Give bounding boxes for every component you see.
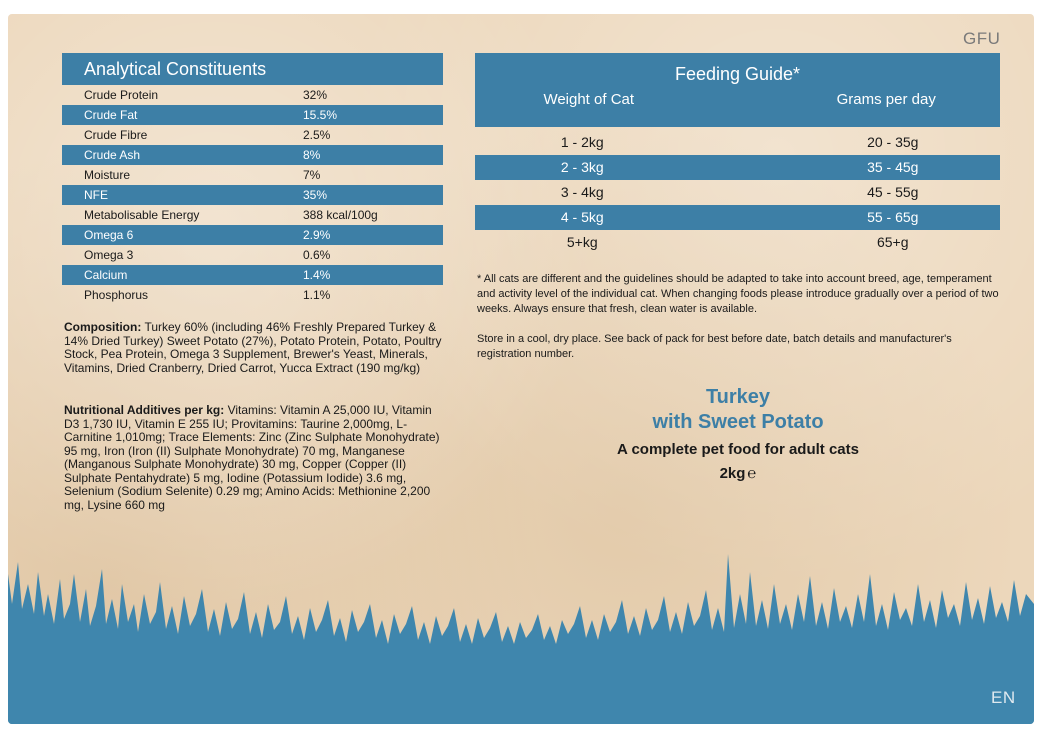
analytical-row xyxy=(62,145,443,165)
product-name-line2: with Sweet Potato xyxy=(652,411,824,433)
analytical-row xyxy=(62,285,443,305)
product-weight: 2kg xyxy=(719,465,746,482)
analytical-title: Analytical Constituents xyxy=(62,53,443,85)
analytical-row xyxy=(62,185,443,205)
constituent-value: 35% xyxy=(303,188,328,202)
product-description: A complete pet food for adult cats xyxy=(617,441,859,458)
constituent-name: Calcium xyxy=(84,268,128,282)
feeding-guideline-note: * All cats are different and the guidelines should be adapted to take into account breed, age, temperament and activity level of the individual cat. When changing foods please introduce gradually over a period of two weeks. Always ensure that fresh, clean water is available. xyxy=(477,273,999,315)
analytical-row xyxy=(62,265,443,285)
constituent-value: 0.6% xyxy=(303,248,331,262)
feeding-guide-title: Feeding Guide* xyxy=(674,64,801,84)
cat-weight: 5+kg xyxy=(566,234,598,250)
column-grams-per-day: Grams per day xyxy=(836,91,936,108)
composition-paragraph xyxy=(64,321,449,375)
product-weight-line xyxy=(548,461,928,486)
cat-weight: 1 - 2kg xyxy=(560,134,604,150)
feeding-row xyxy=(475,180,1000,205)
constituent-value: 388 kcal/100g xyxy=(303,208,378,222)
feeding-guide-table xyxy=(475,53,1000,255)
constituent-value: 15.5% xyxy=(303,108,338,122)
constituent-value: 32% xyxy=(303,88,328,102)
constituent-name: Crude Protein xyxy=(84,88,159,102)
estimated-sign-icon: ℮ xyxy=(747,464,757,482)
constituent-name: NFE xyxy=(84,188,108,202)
constituent-name: Moisture xyxy=(84,168,131,182)
grams-per-day: 35 - 45g xyxy=(867,159,919,175)
constituent-value: 8% xyxy=(303,148,321,162)
grass-silhouette xyxy=(8,534,1034,724)
analytical-row xyxy=(62,245,443,265)
product-name-line1: Turkey xyxy=(705,386,771,408)
feeding-row xyxy=(475,130,1000,155)
grams-per-day: 45 - 55g xyxy=(867,184,919,200)
column-weight-of-cat: Weight of Cat xyxy=(543,91,635,108)
additives-label: Nutritional Additives per kg: xyxy=(64,403,225,417)
constituent-value: 1.4% xyxy=(303,268,331,282)
constituent-name: Metabolisable Energy xyxy=(84,208,200,222)
storage-note: Store in a cool, dry place. See back of pack for best before date, batch details and manufacturer's registration number. xyxy=(477,333,952,360)
constituent-name: Crude Ash xyxy=(84,148,141,162)
constituent-value: 1.1% xyxy=(303,288,331,302)
additives-text: Vitamins: Vitamin A 25,000 IU, Vitamin D3 1,730 IU, Vitamin E 255 IU; Provitamins: Taurine 2,000mg, L-Carnitine 1,010mg; Trace Elements: Zinc (Zinc Sulphate Monohydrate) 95 mg, Iron (Iron (II) Sulphate Monohydrate) 70 mg, Manganese (Manganous Sulphate Monohydrate) 30 mg, Copper (Copper (II) Sulphate Pentahydrate) 5 mg, Iodine (Potassium Iodide) 3.6 mg, Selenium (Sodium Selenite) 0.29 mg; Amino Acids: Methionine 2,200 mg, Lysine 660 mg xyxy=(64,403,440,512)
analytical-constituents-table xyxy=(62,53,443,305)
cat-weight: 3 - 4kg xyxy=(560,184,604,200)
product-block xyxy=(548,385,928,486)
constituent-name: Crude Fibre xyxy=(84,128,148,142)
constituent-value: 7% xyxy=(303,168,321,182)
code-gfu: GFU xyxy=(963,29,1001,48)
composition-text: Turkey 60% (including 46% Freshly Prepared Turkey & 14% Dried Turkey) Sweet Potato (27%), Potato Protein, Potato, Poultry Stock, Pea Protein, Omega 3 Supplement, Brewer's Yeast, Minerals, Vitamins, Dried Cranberry, Dried Carrot, Yucca Extract (190 mg/kg) xyxy=(64,320,442,375)
grams-per-day: 20 - 35g xyxy=(867,134,919,150)
analytical-row xyxy=(62,205,443,225)
composition-label: Composition: xyxy=(64,320,142,334)
constituent-value: 2.5% xyxy=(303,128,331,142)
grams-per-day: 65+g xyxy=(876,234,909,250)
label-sheet xyxy=(8,14,1034,724)
analytical-row xyxy=(62,85,443,105)
constituent-name: Omega 3 xyxy=(84,248,134,262)
analytical-row xyxy=(62,125,443,145)
analytical-row xyxy=(62,165,443,185)
feeding-row xyxy=(475,205,1000,230)
feeding-row xyxy=(475,230,1000,255)
additives-paragraph xyxy=(64,404,449,512)
cat-weight: 4 - 5kg xyxy=(560,209,604,225)
constituent-value: 2.9% xyxy=(303,228,331,242)
grams-per-day: 55 - 65g xyxy=(867,209,919,225)
code-en: EN xyxy=(991,688,1016,707)
constituent-name: Phosphorus xyxy=(84,288,149,302)
constituent-name: Crude Fat xyxy=(84,108,138,122)
cat-weight: 2 - 3kg xyxy=(560,159,604,175)
analytical-row xyxy=(62,225,443,245)
feeding-guide-header xyxy=(475,53,1000,127)
constituent-name: Omega 6 xyxy=(84,228,134,242)
analytical-row xyxy=(62,105,443,125)
feeding-row xyxy=(475,155,1000,180)
